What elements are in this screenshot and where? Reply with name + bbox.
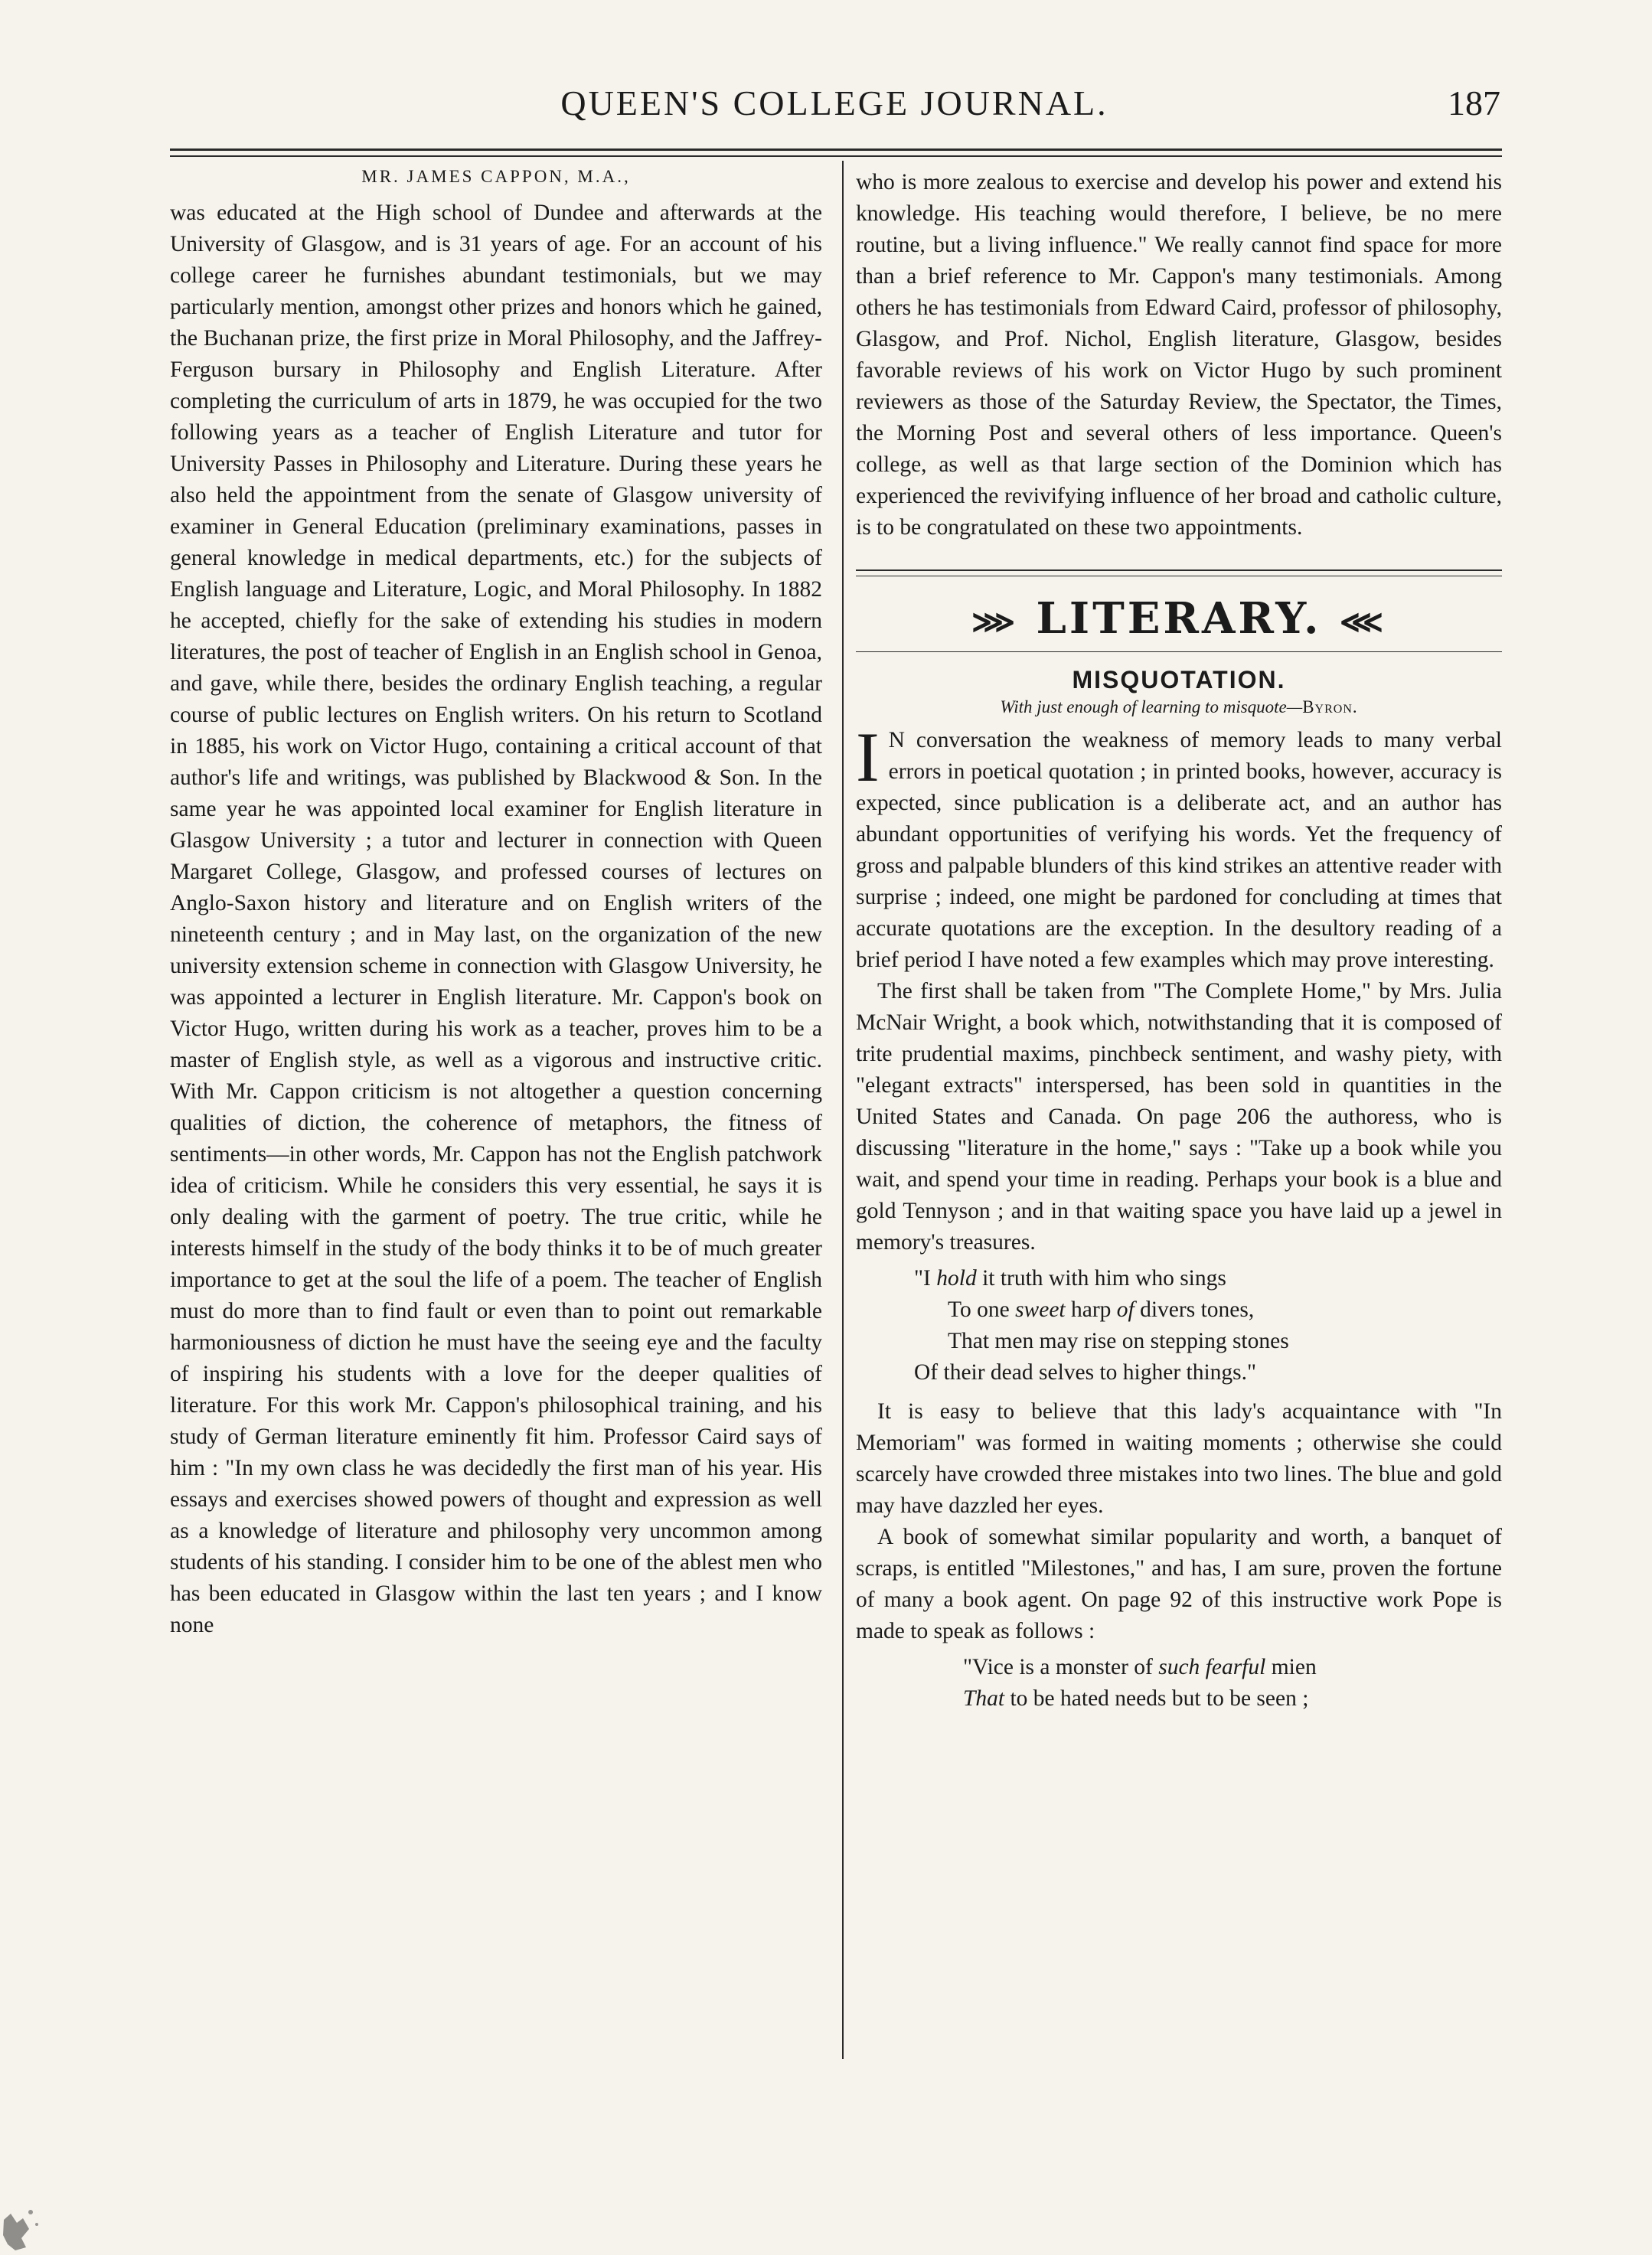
verse-fragment: mien bbox=[1265, 1655, 1317, 1679]
verse-fragment: it truth with him who sings bbox=[976, 1266, 1226, 1291]
epigraph-text: With just enough of learning to misquote— bbox=[1000, 697, 1303, 716]
verse-fragment: divers tones, bbox=[1134, 1297, 1255, 1322]
verse-fragment: "Vice is a monster of bbox=[963, 1655, 1159, 1679]
journal-title: QUEEN'S COLLEGE JOURNAL. bbox=[560, 83, 1108, 122]
page-header bbox=[168, 83, 1500, 136]
header-rule-top bbox=[170, 148, 1502, 151]
section-rule-top bbox=[856, 569, 1502, 571]
biography-continuation: who is more zealous to exercise and develop his power and extend his knowledge. His teaching would therefore, I believe, be no mere routine, but a living influence." We really cannot find space for more than a brief reference to Mr. Cappon's many testimonials. Among others he has testimonials from Edward Caird, professor of philosophy, Glasgow, and Prof. Nichol, English literature, Glasgow, besides favorable reviews of his work on Victor Hugo by such prominent reviewers as those of the Saturday Review, the Spectator, the Times, the Morning Post and several others of less importance. Queen's college, as well as that large section of the Dominion which has experienced the revivifying influence of her broad and catholic culture, is to be congratulated on these two appointments. bbox=[856, 170, 1502, 540]
verse-emphasis: of bbox=[1116, 1297, 1135, 1322]
biography-heading: MR. JAMES CAPPON, M.A., bbox=[361, 167, 631, 186]
scan-speck bbox=[0, 2174, 46, 2255]
epigraph bbox=[856, 697, 1502, 717]
verse-line bbox=[856, 1294, 1502, 1326]
verse-emphasis: hold bbox=[936, 1266, 977, 1291]
verse-quotation-1 bbox=[856, 1263, 1502, 1389]
epigraph-attribution: Byron. bbox=[1302, 697, 1358, 716]
article-title: MISQUOTATION. bbox=[1072, 666, 1286, 693]
verse-emphasis: That bbox=[963, 1686, 1005, 1711]
verse-quotation-2 bbox=[856, 1652, 1502, 1715]
verse-line bbox=[856, 1263, 1502, 1294]
verse-emphasis: such fearful bbox=[1158, 1655, 1266, 1679]
left-column bbox=[170, 167, 822, 1641]
ornament-right-icon: ⋘ bbox=[1339, 603, 1386, 640]
verse-line: Of their dead selves to higher things." bbox=[914, 1360, 1257, 1385]
verse-fragment: "I bbox=[914, 1266, 937, 1291]
article-paragraph-2: The first shall be taken from "The Complete Home," by Mrs. Julia McNair Wright, a book which, notwithstanding that it is composed of trite prudential maxims, pinchbeck sentiment, and washy piety, with "elegant extracts" interspersed, has been sold in quantities in the United States and Canada. On page 206 the authoress, who is discussing "literature in the home," says : "Take up a book while you wait, and spend your time in reading. Perhaps your book is a blue and gold Tennyson ; and in that waiting space you have laid up a jewel in memory's treasures. bbox=[856, 979, 1502, 1255]
section-heading-text: LITERARY. bbox=[1036, 593, 1322, 644]
verse-line: That men may rise on stepping stones bbox=[948, 1329, 1289, 1353]
page-number: 187 bbox=[1448, 83, 1500, 122]
biography-paragraph: was educated at the High school of Dundee and afterwards at the University of Glasgow, and is 31 years of age. For an account of his college career he furnishes abundant testimonials, but we may particularly mention, amongst other prizes and honors which he gained, the Buchanan prize, the first prize in Moral Philosophy, and the Jaffrey-Ferguson bursary in Philosophy and English Literature. After completing the curriculum of arts in 1879, he was occupied for the two following years as a teacher of English Literature and tutor for University Passes in Philosophy and Literature. During these years he also held the appointment from the senate of Glasgow university of examiner in General Education (preliminary examinations, passes in general knowledge in medical departments, etc.) for the subjects of English language and Literature, Logic, and Moral Philosophy. In 1882 he accepted, chiefly for the sake of extending his studies in modern literatures, the post of teacher of English in an English school in Genoa, and gave, while there, besides the ordinary English teaching, a regular course of public lectures on English writers. On his return to Scotland in 1885, his work on Victor Hugo, containing a critical account of that author's life and writings, was published by Blackwood & Son. In the same year he was appointed local examiner for English literature in Glasgow University ; a tutor and lecturer in connection with Queen Margaret College, Glasgow, and professed courses of lectures on Anglo-Saxon history and literature and on English writers of the nineteenth century ; and in May last, on the organization of the new university extension scheme in connection with Glasgow University, he was appointed a lecturer in English literature. Mr. Cappon's book on Victor Hugo, written during his work as a teacher, proves him to be a master of English style, as well as a vigorous and instructive critic. With Mr. Cappon criticism is not altogether a question concerning qualities of diction, the coherence of metaphors, the fitness of sentiments—in other words, Mr. Cappon has not the English patchwork idea of criticism. While he considers this very essential, he says it is only dealing with the garment of poetry. The true critic, while he interests himself in the study of the body thinks it to be of much greater importance to get at the soul the life of a poem. The teacher of English must do more than to find fault or even than to point out remarkable harmoniousness of diction he must have the seeing eye and the faculty of inspiring his students with a love for the deeper qualities of literature. For this work Mr. Cappon's philosophical training, and his study of German literature eminently fit him. Professor Caird says of him : "In my own class he was decidedly the first man of his year. His essays and exercises showed powers of thought and expression as well as a knowledge of literature and philosophy very uncommon among students of his standing. I consider him to be one of the ablest men who has been educated in Glasgow within the last ten years ; and I know none bbox=[170, 201, 822, 1637]
article-paragraph-4: A book of somewhat similar popularity and worth, a banquet of scraps, is entitled "Milestones," and has, I am sure, proven the fortune of many a book agent. On page 92 of this instructive work Pope is made to speak as follows : bbox=[856, 1525, 1502, 1643]
article-paragraph-1 bbox=[856, 718, 1502, 976]
verse-line bbox=[856, 1652, 1502, 1683]
drop-cap: I bbox=[856, 718, 880, 796]
article-paragraph-3: It is easy to believe that this lady's acquaintance with "In Memoriam" was formed in waiting moments ; otherwise she could scarcely have crowded three mistakes into two lines. The blue and gold may have dazzled her eyes. bbox=[856, 1399, 1502, 1518]
verse-fragment: to be hated needs but to be seen ; bbox=[1004, 1686, 1309, 1711]
verse-fragment: harp bbox=[1065, 1297, 1117, 1322]
section-heading-literary bbox=[856, 593, 1502, 644]
section-rule-under bbox=[856, 651, 1502, 652]
verse-fragment: To one bbox=[948, 1297, 1016, 1322]
column-divider bbox=[842, 161, 844, 2059]
verse-emphasis: sweet bbox=[1015, 1297, 1066, 1322]
header-rule-bottom bbox=[170, 155, 1502, 157]
verse-line bbox=[856, 1683, 1502, 1715]
right-column bbox=[856, 167, 1502, 1722]
paragraph-1-text: N conversation the weakness of memory leads to many verbal errors in poetical quotation ; in printed books, however, accuracy is expected, since publication is a deliberate act, and an author has abundant opportunities of verifying his words. Yet the frequency of gross and palpable blunders of this kind strikes an attentive reader with surprise ; indeed, one might be pardoned for concluding at times that accurate quotations are the exception. In the desultory reading of a brief period I have noted a few examples which may prove interesting. bbox=[856, 728, 1502, 972]
ornament-left-icon: ⋙ bbox=[971, 603, 1018, 640]
